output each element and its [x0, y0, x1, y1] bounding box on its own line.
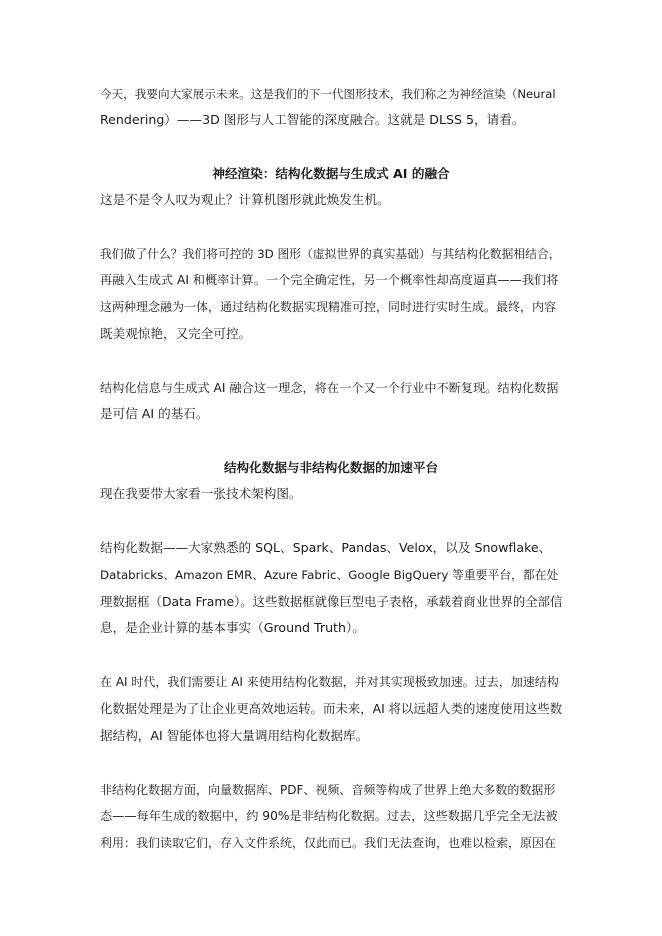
paragraph-line: 非结构化数据方面，向量数据库、PDF、视频、音频等构成了世界上绝大多数的数据形 — [100, 783, 556, 797]
paragraph-line: 我们做了什么？我们将可控的 3D 图形（虚拟世界的真实基础）与其结构化数据相结合， — [100, 247, 561, 261]
paragraph-line: 再融入生成式 AI 和概率计算。一个完全确定性，另一个概率性却高度逼真——我们将 — [100, 273, 559, 287]
paragraph-line: 理数据框（Data Frame）。这些数据框就像巨型电子表格，承载着商业世界的全部信 — [100, 594, 563, 609]
paragraph-line: 在 AI 时代，我们需要让 AI 来使用结构化数据，并对其实现极致加速。过去，加速结构 — [100, 675, 559, 689]
paragraph-line: 化数据处理是为了让企业更高效地运转。而未来，AI 将以远超人类的速度使用这些数 — [100, 701, 563, 716]
section-heading: 神经渲染：结构化数据与生成式 AI 的融合 — [212, 166, 450, 181]
paragraph-line: 这两种理念融为一体，通过结构化数据实现精准可控，同时进行实时生成。最终，内容 — [100, 300, 557, 314]
paragraph-line: 息，是企业计算的基本事实（Ground Truth）。 — [100, 620, 365, 635]
paragraph-line: 现在我要带大家看一张技术架构图。 — [100, 486, 302, 501]
section-heading: 结构化数据与非结构化数据的加速平台 — [223, 460, 439, 475]
paragraph-line: 态——每年生成的数据中，约 90%是非结构化数据。过去，这些数据几乎完全无法被 — [100, 809, 558, 823]
paragraph-line: 据结构，AI 智能体也将大量调用结构化数据库。 — [100, 728, 369, 743]
paragraph-line: 是可信 AI 的基石。 — [100, 406, 209, 421]
paragraph-line: 结构化信息与生成式 AI 融合这一理念，将在一个又一个行业中不断复现。结构化数据 — [100, 381, 559, 395]
paragraph-line: 这是不是令人叹为观止？计算机图形就此焕发生机。 — [100, 192, 390, 207]
paragraph-line: Databricks、Amazon EMR、Azure Fabric、Google BigQuery 等重要平台，都在处 — [100, 568, 559, 582]
paragraph-line: 利用：我们读取它们，存入文件系统，仅此而已。我们无法查询，也难以检索，原因在 — [100, 836, 557, 850]
paragraph-line: 结构化数据——大家熟悉的 SQL、Spark、Pandas、Velox，以及 Snowflake、 — [100, 540, 552, 555]
paragraph-line: 今天，我要向大家展示未来。这是我们的下一代图形技术，我们称之为神经渲染（Neural — [100, 87, 556, 101]
paragraph-line: 既美观惊艳，又完全可控。 — [100, 326, 252, 341]
paragraph-line: Rendering）——3D 图形与人工智能的深度融合。这就是 DLSS 5，请看。 — [100, 112, 525, 127]
